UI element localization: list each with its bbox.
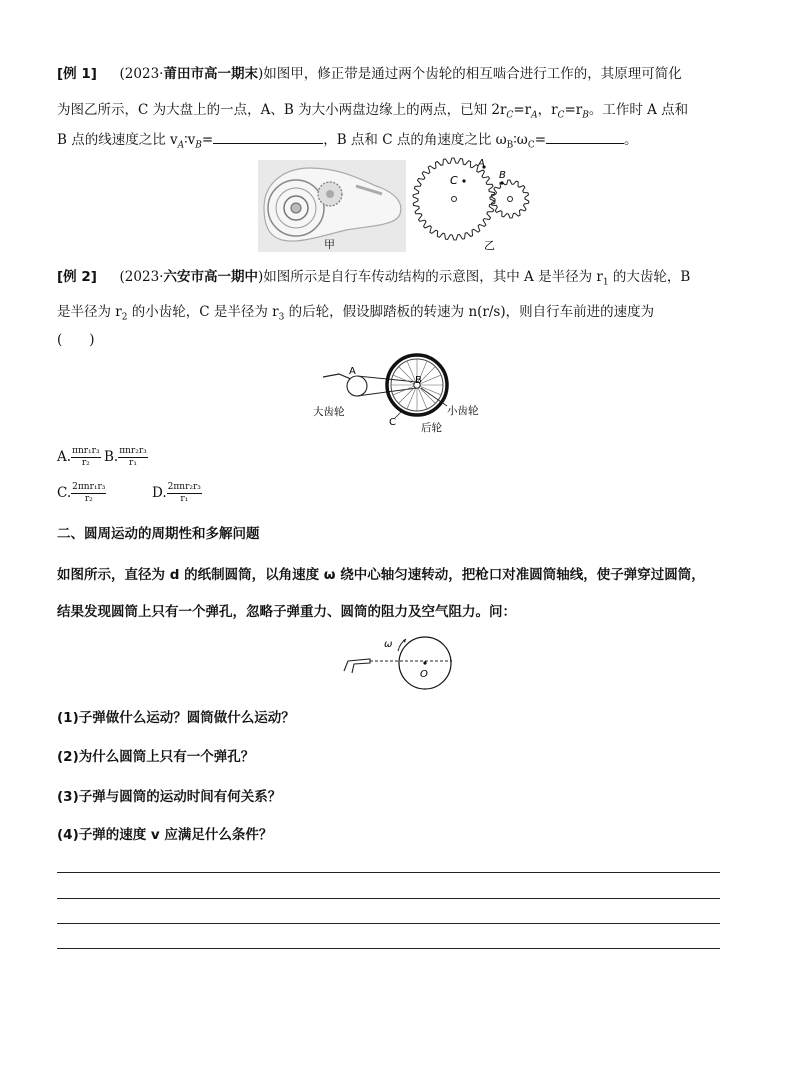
example2-answer-paren[interactable]: ( ) [57, 332, 95, 348]
spoke [417, 385, 435, 403]
bike-label-b: B [415, 375, 422, 386]
big-gear-center [452, 197, 457, 202]
example1-line3: B 点的线速度之比 $v_A∶v_B=$ ，B 点和 C 点的角速度之比 $\omega_B∶\omega_C=$ 。 [57, 132, 638, 151]
answer-blank-angular-ratio[interactable] [546, 131, 624, 144]
figure-yi-gears [410, 155, 545, 255]
example2-line2: 是半径为 $r_2$ 的小齿轮，C 是半径为 $r_3$ 的后轮，假设脚踏板的转速为 n(r/s)，则自行车前进的速度为 [57, 304, 655, 323]
example1-source-year: (2023· [119, 66, 164, 82]
question-3: (3)子弹与圆筒的运动时间有何关系？ [57, 789, 282, 805]
example1-source-name: 莆田市高一期末 [163, 66, 258, 82]
big-sprocket [347, 376, 367, 396]
answer-line-3[interactable] [57, 923, 720, 924]
gear-label-c: C [450, 174, 458, 187]
point-b-dot [500, 181, 503, 184]
example1-line2: 为图乙所示，C 为大盘上的一点，A、B 为大小两盘边缘上的两点，已知 $2r_C=r_A$，$r_C=r_B$。工作时 A 点和 [57, 102, 689, 121]
example2-source-name: 六安市高一期中 [163, 269, 258, 285]
example1-stem: 如图甲，修正带是通过两个齿轮的相互啮合进行工作的，其原理可简化 [263, 66, 682, 82]
figure-rotating-cylinder [340, 635, 470, 695]
bike-label-c: C [389, 417, 396, 428]
center-label-o: O [420, 669, 428, 680]
big-gear [413, 158, 495, 240]
answer-line-2[interactable] [57, 898, 720, 899]
bike-label-a: A [349, 366, 356, 377]
small-gear [491, 180, 529, 218]
option-d[interactable]: D. $\frac{\text{2πnr₂r₃}}{\text{r₁}}$ [152, 482, 201, 504]
bicycle-drive-diagram [305, 352, 495, 437]
example2-tag: [例 2] [57, 269, 97, 285]
point-c-dot [462, 179, 465, 182]
example1-tag: [例 1] [57, 66, 97, 82]
section2-heading: 二、圆周运动的周期性和多解问题 [57, 526, 260, 542]
cylinder-center [423, 661, 426, 664]
figure-jia-correction-tape [258, 160, 406, 252]
small-gear-center [508, 197, 513, 202]
section2-intro-line2: 结果发现圆筒上只有一个弹孔，忽略子弹重力、圆筒的阻力及空气阻力。问： [57, 604, 516, 620]
gun-icon [344, 659, 370, 673]
figure-bicycle-drive [305, 352, 495, 437]
question-1: (1)子弹做什么运动？圆筒做什么运动？ [57, 710, 295, 726]
answer-blank-velocity-ratio[interactable] [213, 131, 323, 144]
figure-jia-label: 甲 [324, 238, 335, 251]
bike-label-big-sprocket: 大齿轮 [313, 406, 345, 418]
bike-label-small-sprocket: 小齿轮 [447, 405, 479, 417]
question-2: (2)为什么圆筒上只有一个弹孔？ [57, 749, 255, 765]
spoke [399, 385, 417, 403]
gear-label-b: B [499, 170, 506, 181]
example2-line1: [例 2] (2023·六安市高一期中)如图所示是自行车传动结构的示意图，其中 A 是半径为 $r_1$ 的大齿轮，B [57, 269, 691, 288]
section2-intro-line1: 如图所示，直径为 d 的纸制圆筒，以角速度 ω 绕中心轴匀速转动，把枪口对准圆筒轴线，使子弹穿过圆筒， [57, 567, 705, 583]
example1-line1: [例 1] (2023·莆田市高一期末)如图甲，修正带是通过两个齿轮的相互啮合进行工作的，其原理可简化 [57, 66, 682, 82]
option-b-fraction: $\frac{\text{πnr₂r₃}}{\text{r₁}}$ [119, 446, 147, 468]
figure-yi-label: 乙 [484, 239, 495, 252]
option-b[interactable]: B. $\frac{\text{πnr₂r₃}}{\text{r₁}}$ [104, 446, 147, 468]
omega-label: ω [384, 639, 393, 650]
option-a[interactable]: A. $\frac{\text{πnr₁r₃}}{\text{r₂}}$ [57, 446, 100, 468]
option-a-fraction: $\frac{\text{πnr₁r₃}}{\text{r₂}}$ [72, 446, 100, 468]
gear-diagram [410, 155, 545, 255]
question-4: (4)子弹的速度 v 应满足什么条件？ [57, 827, 273, 843]
option-c[interactable]: C. $\frac{\text{2πnr₁r₃}}{\text{r₂}}$ [57, 482, 106, 504]
answer-line-1[interactable] [57, 872, 720, 873]
gear-label-a: A [478, 158, 485, 169]
option-c-fraction: $\frac{\text{2πnr₁r₃}}{\text{r₂}}$ [72, 482, 106, 504]
option-d-fraction: $\frac{\text{2πnr₂r₃}}{\text{r₁}}$ [167, 482, 201, 504]
cylinder-diagram [340, 635, 470, 695]
answer-line-4[interactable] [57, 948, 720, 949]
bike-label-rear-wheel: 后轮 [421, 422, 442, 434]
